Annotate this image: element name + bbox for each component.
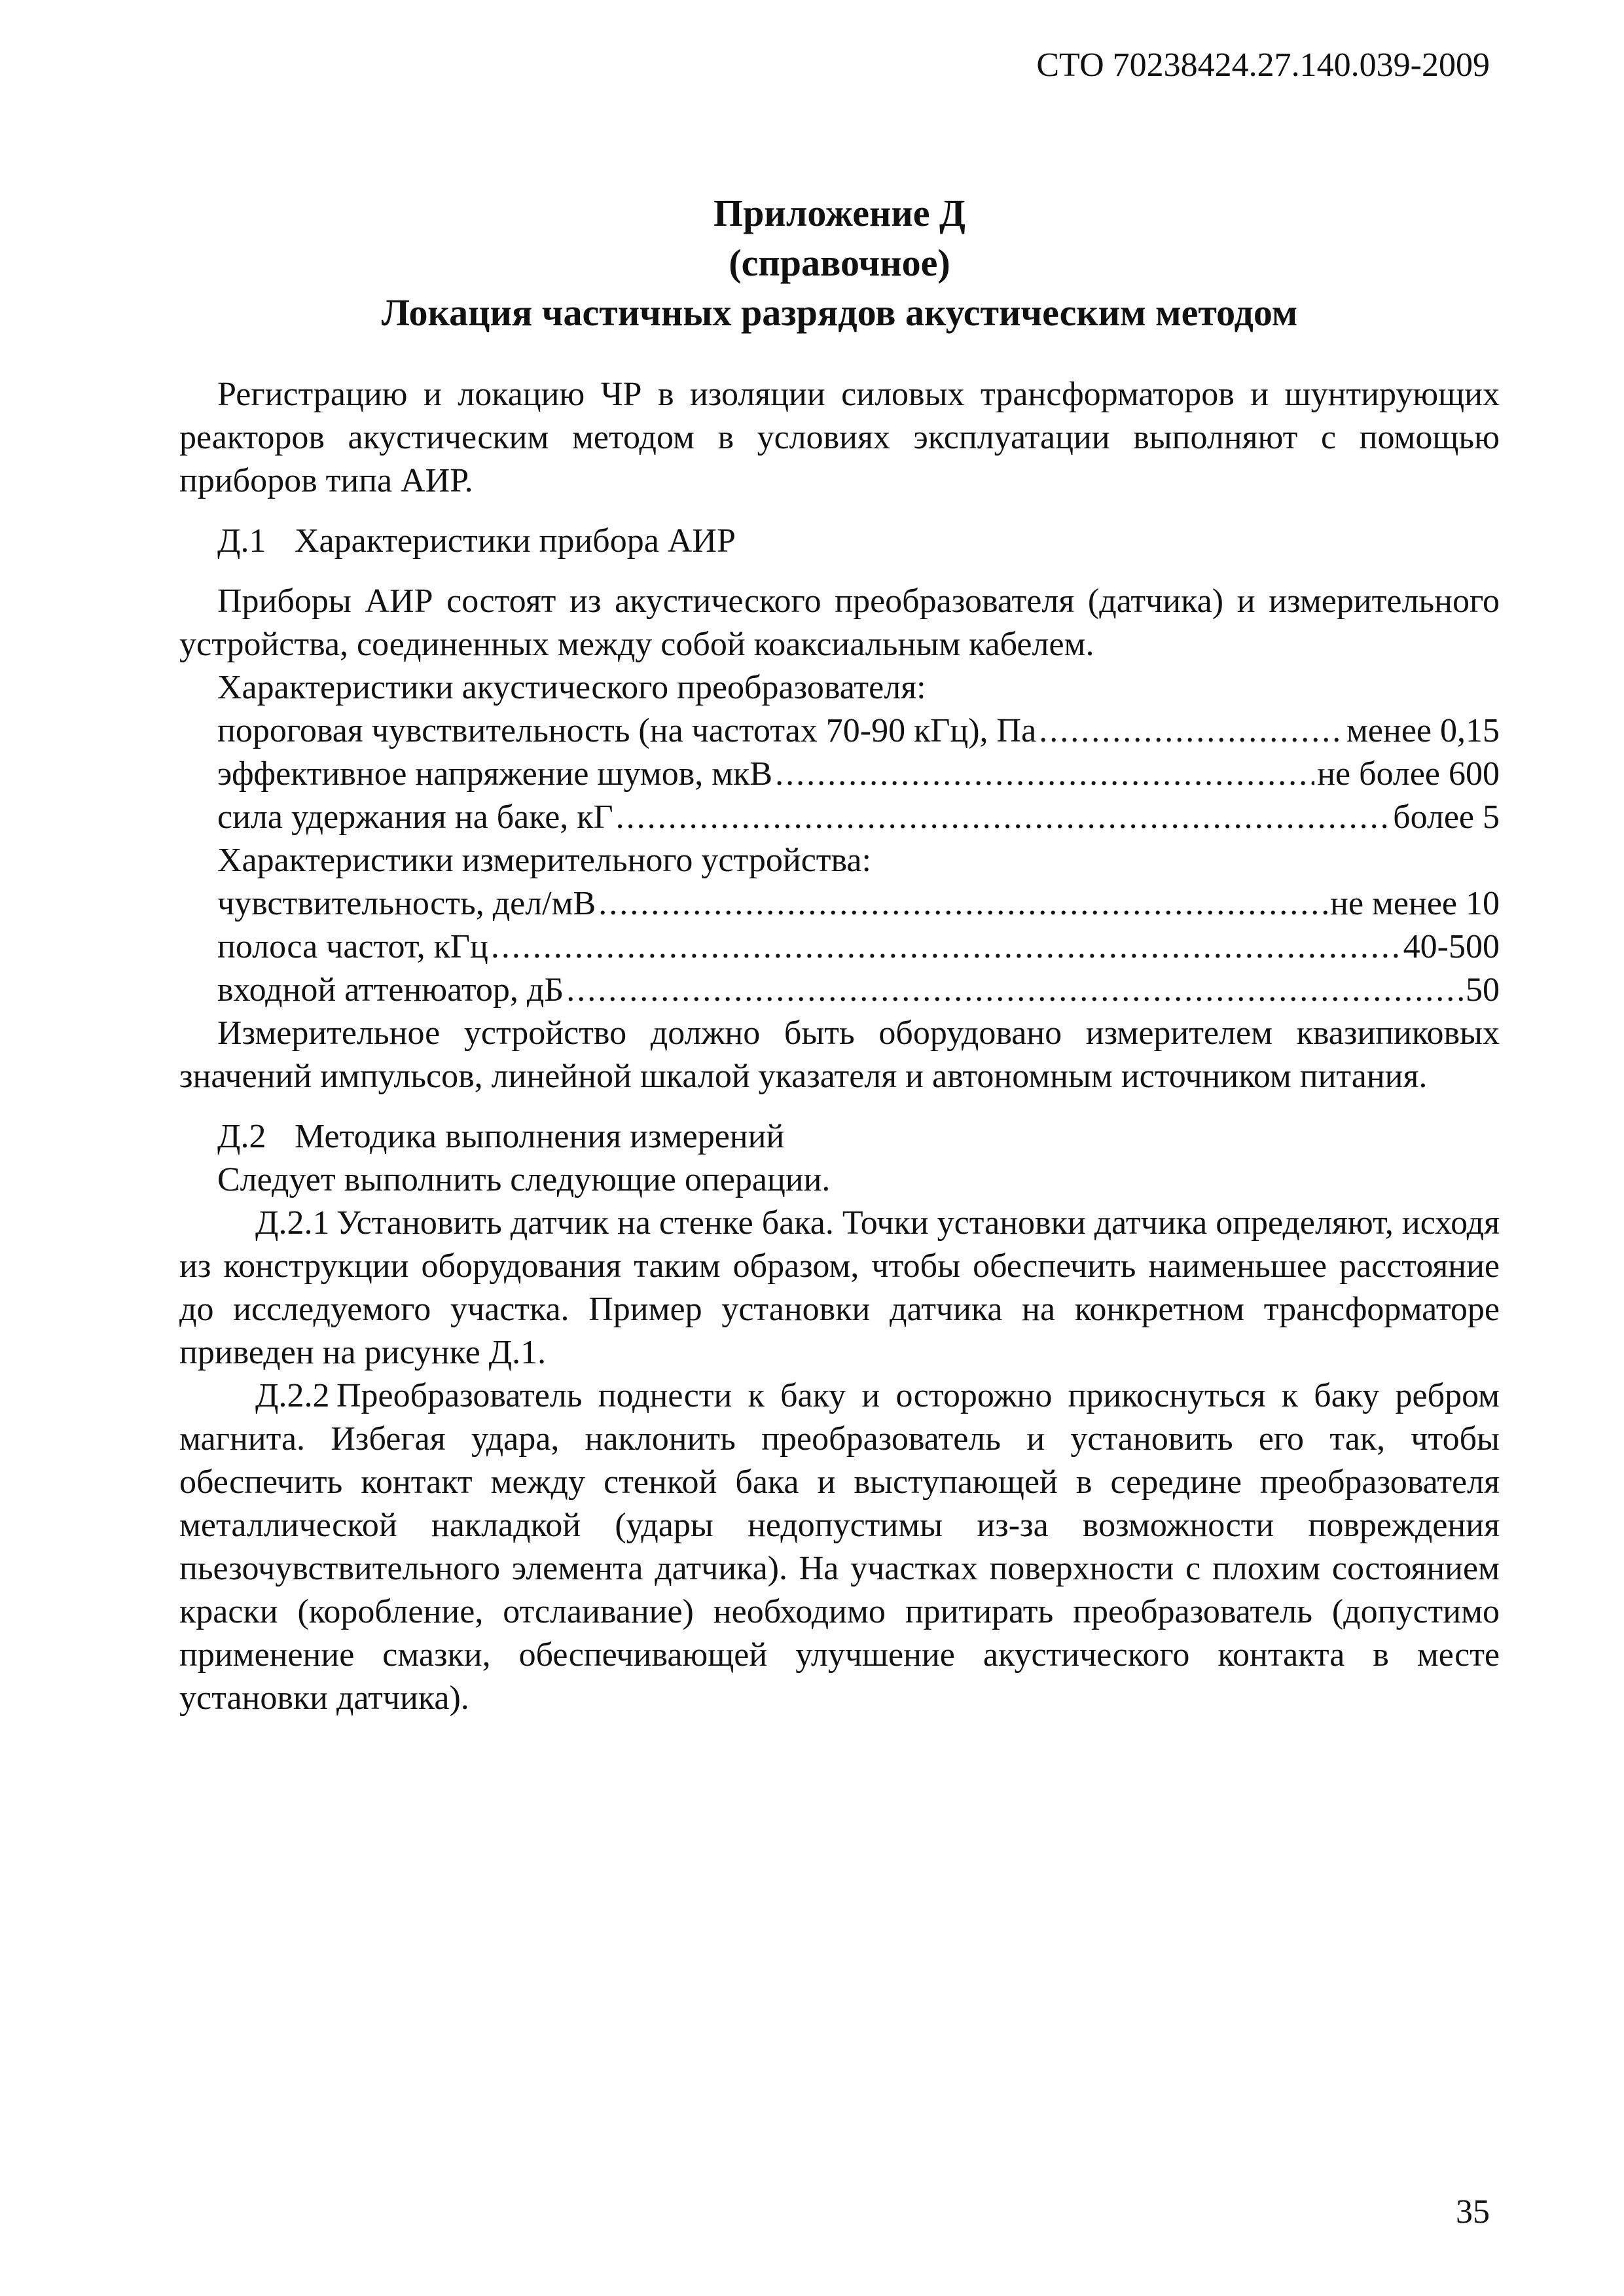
spec-value: 40-500 [1403,928,1500,965]
document-body [179,373,1500,1720]
dot-leader [775,753,1314,796]
page-number: 35 [1456,2193,1490,2231]
step-paragraph [179,1374,1500,1720]
spec-value: менее 0,15 [1346,712,1500,749]
step-text: Установить датчик на стенке бака. Точки установки датчика определяют, исходя из конструкции оборудования таким образом, чтобы обеспечить наименьшее расстояние до исследуемого участка. Пример установки датчика на конкретном трансформаторе приведен на рисунке Д.1. [179,1204,1500,1371]
dot-leader [616,796,1391,839]
spec-value: не менее 10 [1330,885,1500,922]
appendix-heading [179,188,1500,338]
dot-leader [598,882,1327,925]
transducer-specs-heading: Характеристики акустического преобразователя: [217,669,926,706]
device-requirements-paragraph: Измерительное устройство должно быть оборудовано измерителем квазипиковых значений импульсов, линейной шкалой указателя и автономным источником питания. [179,1014,1500,1095]
step-text: Преобразователь поднести к баку и осторожно прикоснуться к баку ребром магнита. Избегая удара, наклонить преобразователь и установить его так, чтобы обеспечить контакт между стенкой бака и выступающей в середине преобразователя металлической накладкой (удары недопустимы из-за возможности повреждения пьезочувствительного элемента датчика). На участках поверхности с плохим состоянием краски (коробление, отслаивание) необходимо притирать преобразователь (допустимо применение смазки, обеспечивающей улучшение акустического контакта в месте установки датчика). [179,1377,1500,1717]
operations-lead: Следует выполнить следующие операции. [217,1161,831,1198]
step-paragraph [179,1202,1500,1374]
device-specs-heading: Характеристики измерительного устройства: [217,842,871,879]
appendix-type: (справочное) [729,242,950,284]
spec-label: эффективное напряжение шумов, мкВ [217,755,773,793]
spec-value: более 5 [1393,798,1500,836]
spec-row [179,796,1500,839]
section-d1-paragraph: Приборы АИР состоят из акустического преобразователя (датчика) и измерительного устройства, соединенных между собой коаксиальным кабелем. [179,583,1500,663]
intro-paragraph: Регистрацию и локацию ЧР в изоляции силовых трансформаторов и шунтирующих реакторов акустическим методом в условиях эксплуатации выполняют с помощью приборов типа АИР. [179,376,1500,499]
spec-label: пороговая чувствительность (на частотах 70-90 кГц), Па [217,712,1037,749]
dot-leader [1039,709,1344,753]
section-heading-d2 [179,1115,1500,1158]
section-heading-d1 [179,520,1500,563]
dot-leader [566,969,1463,1012]
appendix-label: Приложение Д [713,192,965,234]
spec-value: 50 [1466,971,1500,1009]
section-title: Характеристики прибора АИР [295,522,736,560]
dot-leader [491,925,1401,969]
spec-label: входной аттенюатор, дБ [217,971,564,1009]
spec-label: чувствительность, дел/мВ [217,885,596,922]
step-number: Д.2.2 [255,1377,330,1414]
step-number: Д.2.1 [255,1204,330,1242]
spec-label: сила удержания на баке, кГ [217,798,613,836]
spec-value: не более 600 [1317,755,1500,793]
section-title: Методика выполнения измерений [295,1118,785,1155]
spec-row [179,925,1500,969]
spec-label: полоса частот, кГц [217,928,488,965]
spec-row [179,882,1500,925]
spec-row [179,969,1500,1012]
appendix-title: Локация частичных разрядов акустическим методом [381,291,1298,334]
section-number: Д.1 [217,522,266,560]
spec-row [179,709,1500,753]
spec-row [179,753,1500,796]
document-code: СТО 70238424.27.140.039-2009 [1036,46,1490,84]
section-number: Д.2 [217,1118,266,1155]
